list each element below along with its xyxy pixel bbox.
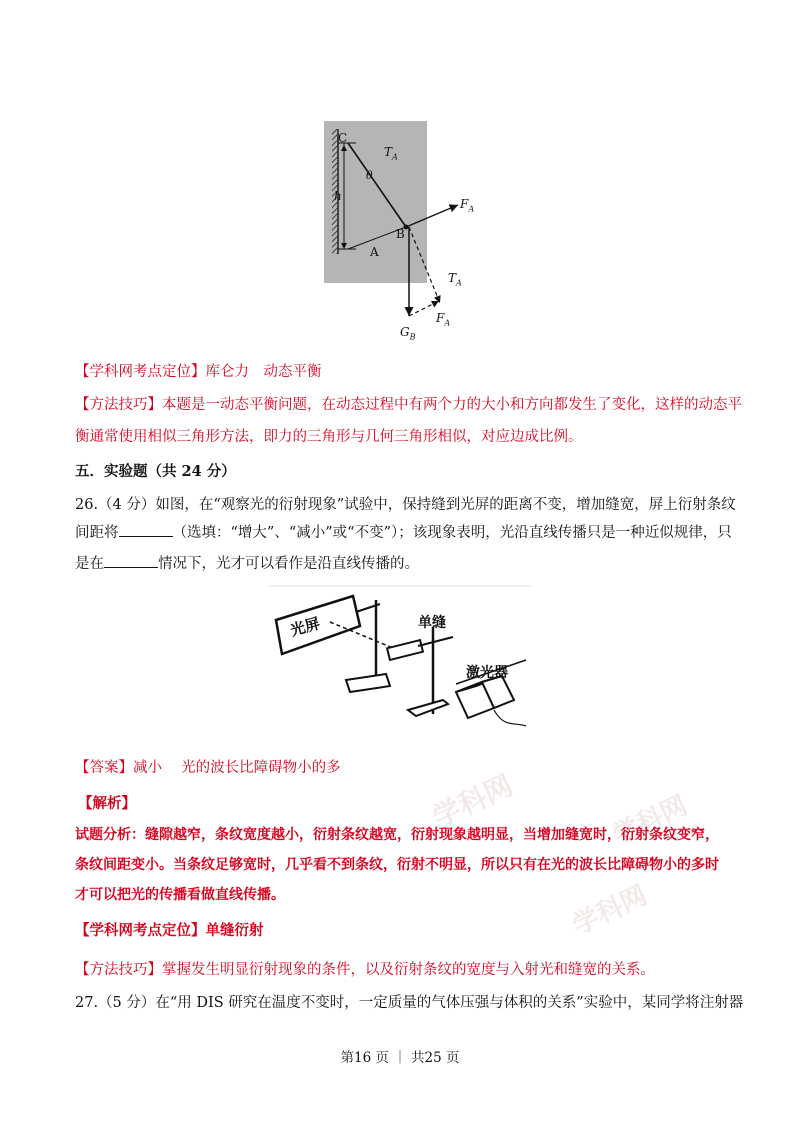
point-b-label: B [396,227,405,241]
q26-line-2: 间距将 （选填：“增大”、“减小”或“不变”）；该现象表明，光沿直线传播只是一种近似规律，只 [75,521,732,542]
q26-blank-2 [104,553,158,568]
method-tip-line-1 [75,393,742,414]
answer-text: 减小 光的波长比障碍物小的多 [133,760,341,776]
answer-label: 【答案】 [75,760,133,776]
kaodian-label: 【学科网考点定位】 [75,364,206,380]
analysis-label: 【解析】 [78,796,136,812]
kaodian-text: 单缝衍射 [205,923,264,939]
section-title: 五．实验题（共 24 分） [75,463,236,480]
apparatus-svg [268,582,533,732]
kaodian-line-1 [75,360,322,381]
q27-line-1: 27.（5 分）在“用 DIS 研究在温度不变时，一定质量的气体压强与体积的关系”实验中，某同学将注射器 [75,995,744,1011]
ta-dashed-label: $T_A$ [448,271,462,288]
fa-label: $F_A$ [460,197,475,214]
method-tip-label: 【方法技巧】 [75,397,162,413]
fa-dashed-label: $F_A$ [436,311,451,328]
method-tip-line-2: 衡通常使用相似三角形方法，即力的三角形与几何三角形相似，对应边成比例。 [75,429,583,445]
screen-label: 光屏 [288,614,323,640]
analysis-line-2: 条纹间距变小。当条纹足够宽时，几乎看不到条纹，衍射不明显，所以只有在光的波长比障碍物小的多时 [75,857,719,873]
laser-label: 激光器 [466,665,508,681]
kaodian-label: 【学科网考点定位】 [75,923,206,939]
slit-label: 单缝 [418,615,446,631]
theta-label: θ [366,169,373,182]
q26-line-3: 是在 情况下，光才可以看作是沿直线传播的。 [75,552,419,573]
diffraction-apparatus-figure [268,582,533,732]
force-diagram-figure [322,121,482,346]
gb-label: $G_B$ [400,325,416,342]
h-label: h [334,189,342,203]
q26-line-1: 26.（4 分）如图，在“观察光的衍射现象”试验中，保持缝到光屏的距离不变，增加缝宽，屏上衍射条纹 [75,497,736,513]
q26-blank-1 [119,522,173,537]
point-c-label: C [338,131,348,145]
analysis-line-1: 试题分析：缝隙越窄，条纹宽度越小，衍射条纹越宽，衍射现象越明显，当增加缝宽时，衍射条纹变窄， [75,827,719,843]
page-footer: 第16 页 ｜ 共25 页 [340,1050,460,1066]
method-tip-text: 掌握发生明显衍射现象的条件，以及衍射条纹的宽度与入射光和缝宽的关系。 [162,962,655,978]
watermark-logo: 学科网 [427,768,518,835]
method-tip-label: 【方法技巧】 [75,962,162,978]
kaodian-text: 库仑力 动态平衡 [205,364,322,380]
answer-line [75,756,341,777]
analysis-line-3: 才可以把光的传播看做直线传播。 [75,887,285,903]
ta-label: $T_A$ [384,145,398,162]
watermark-logo: 学科网 [568,880,652,941]
method-tip-line-3 [75,958,655,979]
kaodian-line-2 [75,919,264,940]
watermark-logo: 学科网 [608,790,692,851]
point-a-label: A [370,245,379,259]
method-tip-text-1: 本题是一动态平衡问题，在动态过程中有两个力的大小和方向都发生了变化，这样的动态平 [162,397,742,413]
